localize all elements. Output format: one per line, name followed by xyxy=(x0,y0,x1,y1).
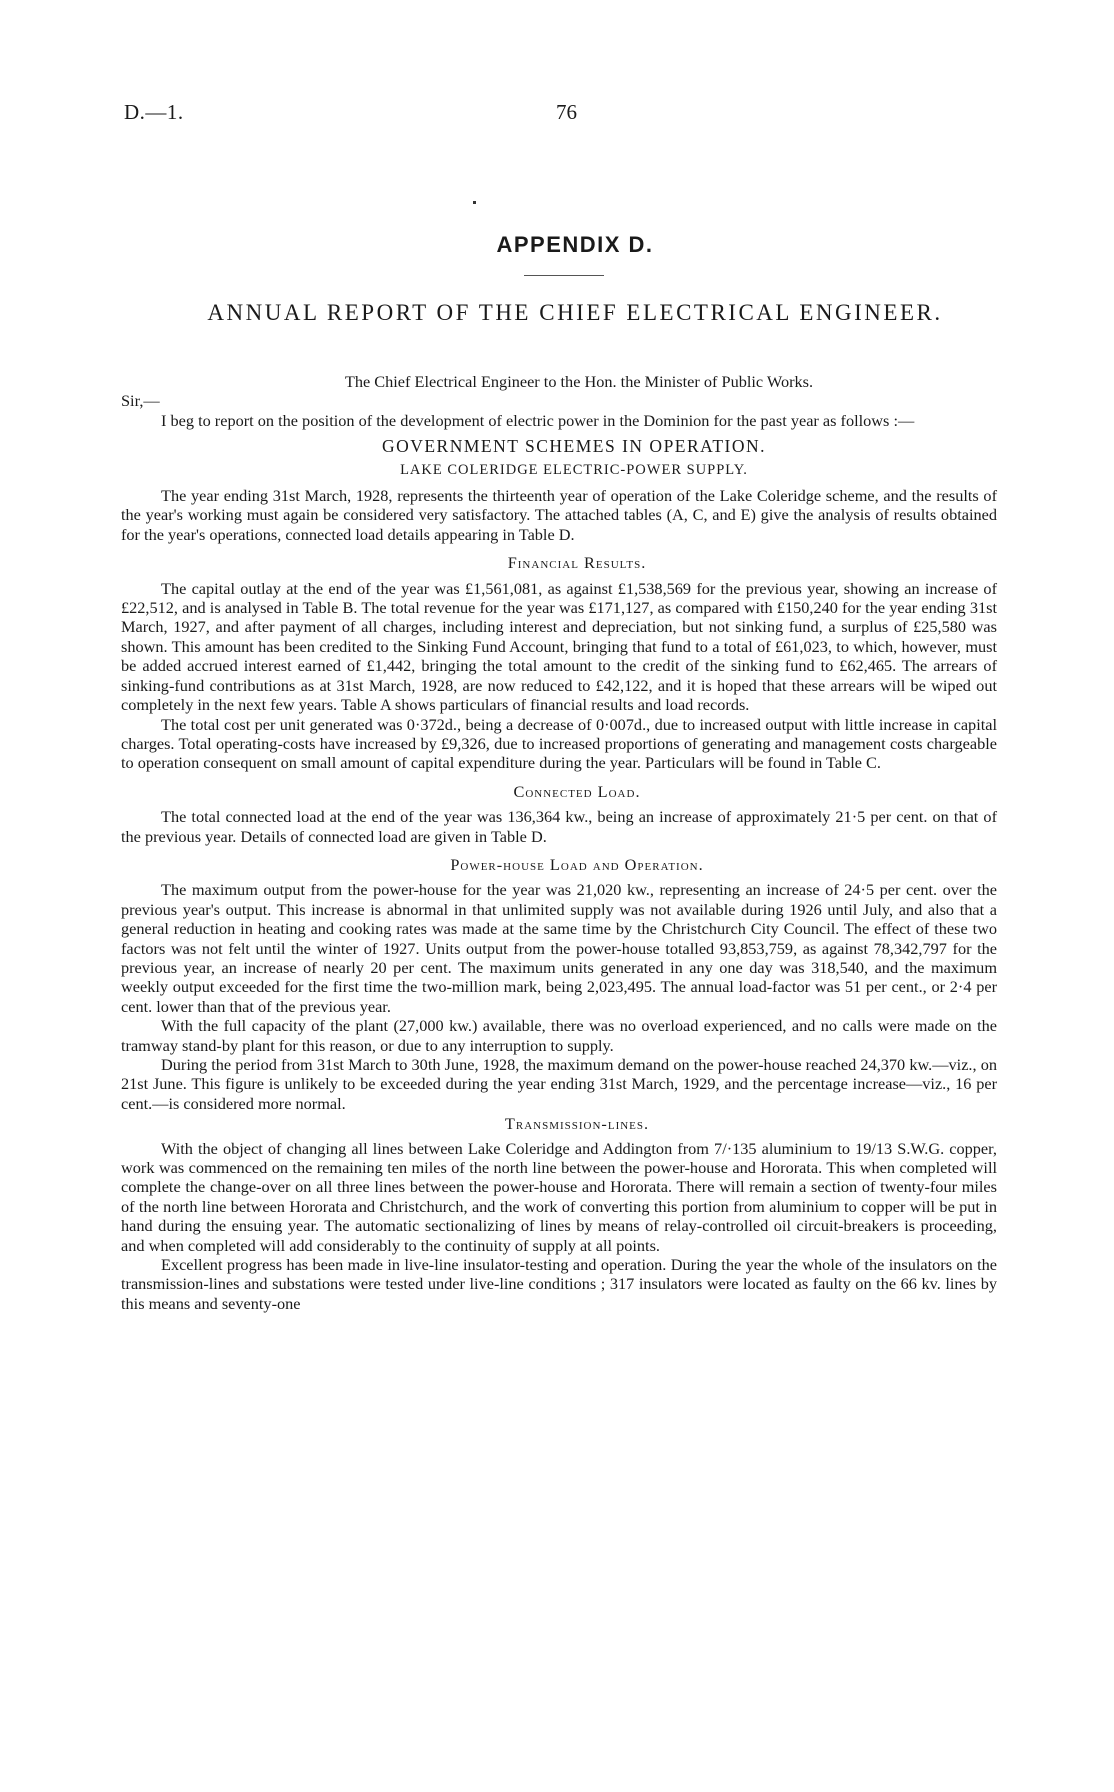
report-title: ANNUAL REPORT OF THE CHIEF ELECTRICAL ENGINEER. xyxy=(207,300,943,325)
overview-paragraph: The year ending 31st March, 1928, represents the thirteenth year of operation of the Lake Coleridge scheme, and the results of the year's working must again be considered very satisfactory. The attached tables (A, C, and E) give the analysis of results obtained for the year's operations, connected load details appearing in Table D. xyxy=(121,486,997,544)
document-reference: D.—1. xyxy=(124,100,184,124)
connected-load-heading: Connected Load. xyxy=(513,781,641,801)
transmission-paragraph-2: Excellent progress has been made in live-line insulator-testing and operation. During the year the whole of the insulators on the transmission-lines and substations were tested under live-line conditions ; 317 insulators were located as faulty on the 66 kv. lines by this means and seventy-one xyxy=(121,1255,997,1313)
page-header xyxy=(124,100,994,130)
page-number: 76 xyxy=(556,100,577,124)
title-rule xyxy=(524,275,604,276)
subsection-heading: LAKE COLERIDGE ELECTRIC-POWER SUPPLY. xyxy=(400,461,748,478)
financial-paragraph-1: The capital outlay at the end of the year was £1,561,081, as against £1,538,569 for the previous year, showing an increase of £22,512, and is analysed in Table B. The total revenue for the year was £171,127, as compared with £150,240 for the year ending 31st March, 1927, and after payment of all charges, including interest and depreciation, but not sinking fund, a surplus of £25,580 was shown. This amount has been credited to the Sinking Fund Account, bringing that fund to a total of £61,023, to which, however, must be added accrued interest earned of £1,442, bringing the total amount to the credit of the sinking fund to £62,465. The arrears of sinking-fund contributions as at 31st March, 1928, are now reduced to £42,122, and it is hoped that these arrears will be wiped out completely in the next few years. Table A shows particulars of financial results and load records. xyxy=(121,578,997,715)
transmission-paragraph-1: With the object of changing all lines between Lake Coleridge and Addington from 7/·135 aluminium to 19/13 S.W.G. copper, work was commenced on the remaining ten miles of the north line between the power-house and Hororata. This when completed will complete the change-over on all three lines between the power-house and Hororata. There will remain a section of twenty-four miles of the north line between Hororata and Christchurch, and the work of converting this portion from aluminium to copper will be put in hand during the ensuing year. The automatic sectionalizing of lines by means of relay-controlled oil circuit-breakers is proceeding, and when completed will add considerably to the continuity of supply at all points. xyxy=(121,1138,997,1255)
appendix-title: APPENDIX D. xyxy=(496,232,654,257)
salutation: Sir,— xyxy=(121,391,160,411)
power-house-heading: Power-house Load and Operation. xyxy=(450,854,704,874)
connected-load-paragraph: The total connected load at the end of the year was 136,364 kw., being an increase of approximately 21·5 per cent. on that of the previous year. Details of connected load are given in Table D. xyxy=(121,807,997,846)
financial-paragraph-2: The total cost per unit generated was 0·372d., being a decrease of 0·007d., due to increased output with little increase in capital charges. Total operating-costs have increased by £9,326, due to increased proportions of generating and management costs chargeable to operation consequent on small amount of capital expenditure during the year. Particulars will be found in Table C. xyxy=(121,714,997,773)
power-house-paragraph-3: During the period from 31st March to 30th June, 1928, the maximum demand on the power-house reached 24,370 kw.—viz., on 21st June. This figure is unlikely to be exceeded during the year ending 31st March, 1929, and the percentage increase—viz., 16 per cent.—is considered more normal. xyxy=(121,1055,997,1113)
financial-results-heading: Financial Results. xyxy=(507,553,647,573)
intro-paragraph: I beg to report on the position of the development of electric power in the Dominion for the past year as follows :— xyxy=(161,410,915,430)
address-line: The Chief Electrical Engineer to the Hon. the Minister of Public Works. xyxy=(344,372,814,391)
print-speck xyxy=(473,201,476,204)
power-house-paragraph-2: With the full capacity of the plant (27,000 kw.) available, there was no overload experienced, and no calls were made on the tramway stand-by plant for this reason, or due to any interruption to supply. xyxy=(121,1016,997,1055)
report-body xyxy=(121,372,997,1313)
power-house-paragraph-1: The maximum output from the power-house for the year was 21,020 kw., representing an increase of 24·5 per cent. over the previous year's output. This increase is abnormal in that unlimited supply was not available during 1926 until July, and also that a general reduction in heating and cooking rates was made at the same time by the Christchurch City Council. The effect of these two factors was not felt until the winter of 1927. Units output from the power-house totalled 93,853,759, as against 78,342,797 for the previous year, an increase of nearly 20 per cent. The maximum units generated in any one day was 318,540, and the maximum weekly output exceeded for the first time the two-million mark, being 2,023,495. The annual load-factor was 51 per cent., or 2·4 per cent. lower than that of the previous year. xyxy=(121,880,997,1016)
section-heading: GOVERNMENT SCHEMES IN OPERATION. xyxy=(381,436,767,457)
transmission-lines-heading: Transmission-lines. xyxy=(504,1114,650,1134)
